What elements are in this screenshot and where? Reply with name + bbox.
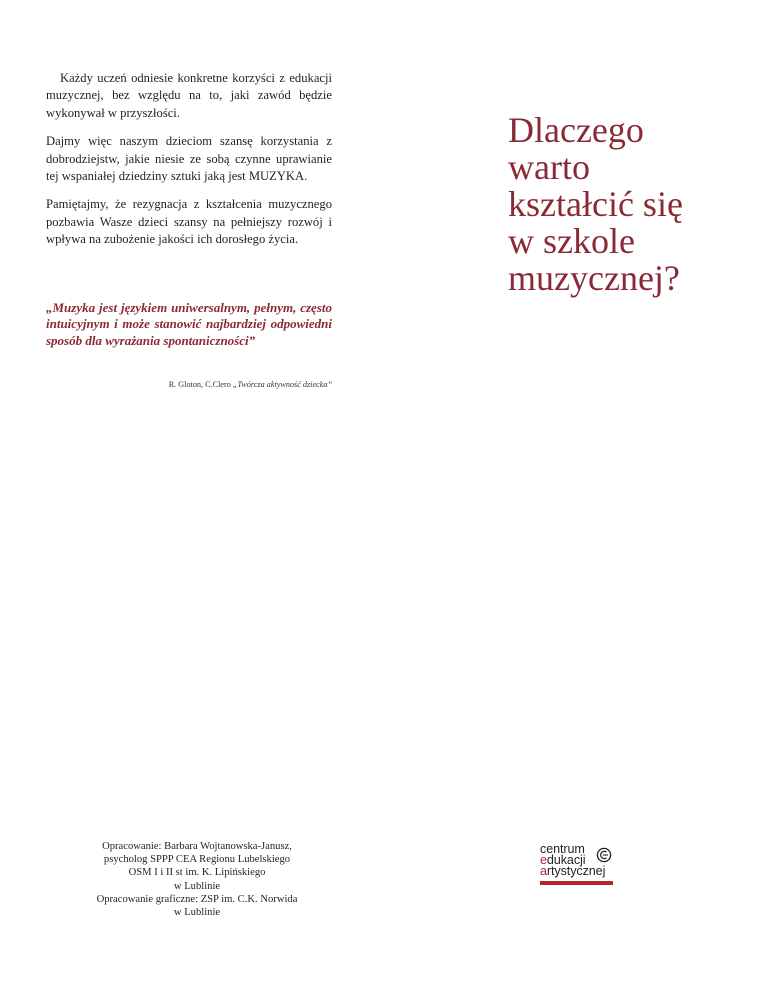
credits-line-6: w Lublinie — [173, 907, 221, 919]
logo-bar — [540, 881, 613, 885]
logo-initial-a: a — [540, 864, 547, 878]
credits-line-4: w Lublinie — [173, 880, 221, 892]
credits-line-5: Opracowanie graficzne: ZSP im. C.K. Norwida — [96, 893, 298, 905]
credits-line-3: OSM I i II st im. K. Lipińskiego — [128, 867, 266, 879]
credits-line-2: psycholog SPPP CEA Regionu Lubelskiego — [103, 854, 291, 866]
music-quote: „Muzyka jest językiem uniwersalnym, pełnym, często intuicyjnym i może stanowić najbardziej odpowiedni sposób dla wyrażania spontaniczności” — [46, 300, 332, 348]
paragraph-3: Pamiętajmy, że rezygnacja z kształcenia muzycznego pozbawia Wasze dzieci szansy na pełniejszy rozwój i wpływa na zubożenie jakości ich dorosłego życia. — [46, 197, 332, 247]
title-line-5: muzycznej? — [508, 258, 680, 298]
credits-line-1: Opracowanie: Barbara Wojtanowska-Janusz, — [102, 841, 292, 852]
quote-book-title: „Twórcza aktywność dziecka” — [232, 380, 332, 389]
title-line-3: kształcić się — [508, 184, 683, 224]
title-line-4: w szkole — [508, 221, 635, 261]
cea-logo — [540, 843, 616, 887]
cea-mark-icon — [596, 847, 612, 863]
intro-text — [46, 70, 332, 260]
paragraph-1: Każdy uczeń odniesie konkretne korzyści z edukacji muzycznej, bez względu na to, jaki zawód będzie wykonywał w przyszłości. — [46, 71, 332, 120]
logo-line-3-rest: rtystycznej — [546, 864, 606, 878]
title-line-1: Dlaczego — [508, 110, 644, 150]
leaflet-title — [508, 112, 748, 297]
logo-line-2-rest: dukacji — [546, 853, 586, 867]
quote-source — [46, 380, 332, 389]
credits — [66, 840, 328, 919]
logo-initial-e: e — [540, 853, 547, 867]
logo-line-3 — [540, 865, 605, 877]
quote-author: R. Gloton, C.Clero — [168, 380, 233, 389]
paragraph-2: Dajmy więc naszym dzieciom szansę korzystania z dobrodziejstw, jakie niesie ze sobą czynne uprawianie tej wspaniałej dziedziny sztuki jaką jest MUZYKA. — [46, 134, 332, 184]
logo-line-1: centrum — [540, 842, 585, 856]
title-line-2: warto — [508, 147, 590, 187]
